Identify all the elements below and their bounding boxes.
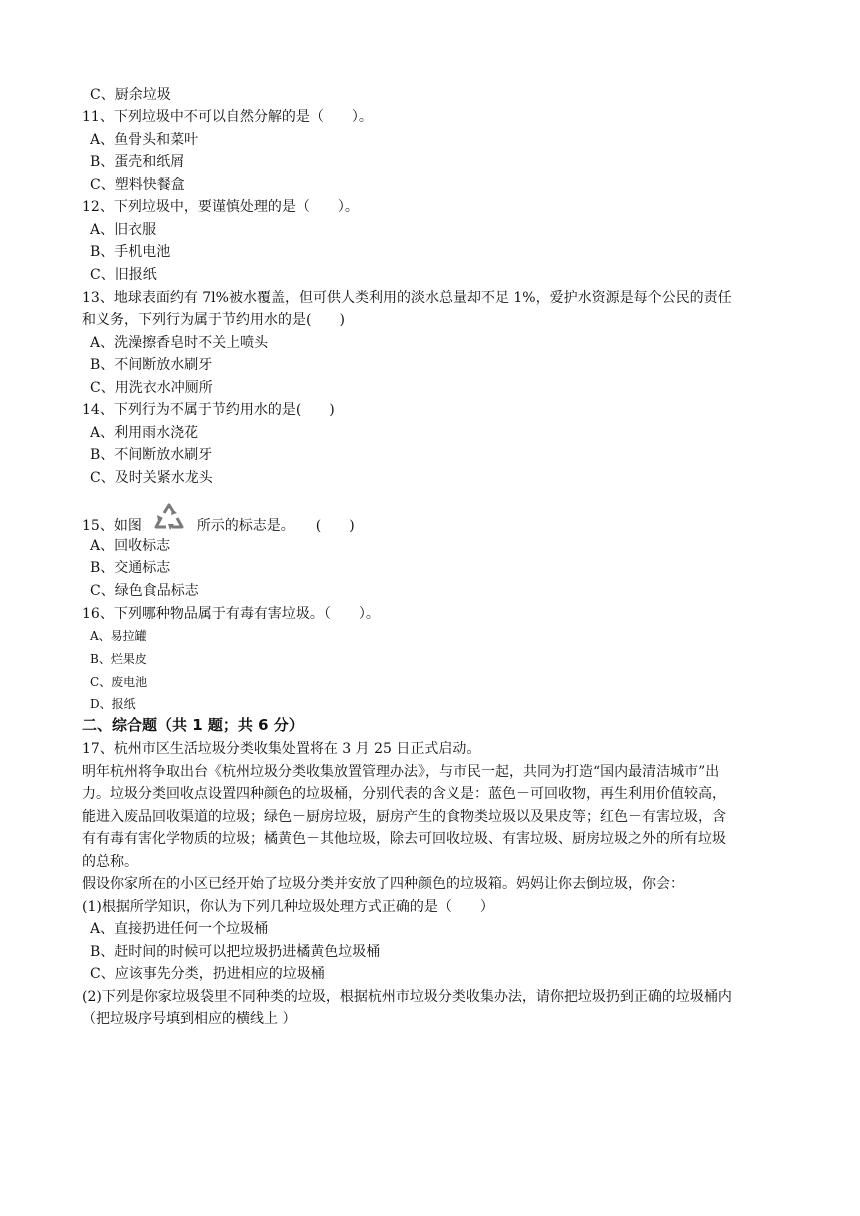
q15-stem-after: 所示的标志是。 ( )	[196, 518, 355, 534]
q17-sub1-option-a: A、直接扔进任何一个垃圾桶	[90, 921, 269, 937]
q16-option-d: D、报纸	[90, 697, 136, 711]
q17-line-5: 有有毒有害化学物质的垃圾；橘黄色－其他垃圾，除去可回收垃圾、有害垃圾、厨房垃圾之外的所有垃圾	[82, 831, 726, 847]
q12-option-c: C、旧报纸	[90, 267, 157, 283]
q15-option-c: C、绿色食品标志	[90, 583, 199, 599]
q11-option-a: A、鱼骨头和菜叶	[90, 132, 199, 148]
section-heading: 二、综合题（共 1 题；共 6 分）	[82, 716, 304, 734]
q17-sub1-option-b: B、赶时间的时候可以把垃圾扔进橘黄色垃圾桶	[90, 944, 381, 960]
q11-option-b: B、蛋壳和纸屑	[90, 154, 185, 170]
q13-option-b: B、不间断放水刷牙	[90, 357, 213, 373]
q16-option-c: C、废电池	[90, 675, 148, 689]
q14-stem: 14、下列行为不属于节约用水的是( )	[82, 402, 335, 418]
q17-sub2-line-1: (2)下列是你家垃圾袋里不同种类的垃圾，根据杭州市垃圾分类收集办法，请你把垃圾扔到正确的垃圾桶内	[82, 989, 732, 1005]
q12-stem: 12、下列垃圾中，要谨慎处理的是（ ）。	[82, 199, 359, 215]
q11-option-c: C、塑料快餐盒	[90, 177, 185, 193]
q17-line-3: 力。垃圾分类回收点设置四种颜色的垃圾桶，分别代表的含义是：蓝色－可回收物，再生利用价值较高，	[82, 786, 726, 802]
q17-line-7: 假设你家所在的小区已经开始了垃圾分类并安放了四种颜色的垃圾箱。妈妈让你去倒垃圾，你会：	[82, 876, 684, 892]
recycle-icon	[152, 501, 186, 535]
q16-option-b: B、烂果皮	[90, 652, 147, 666]
q17-sub1-stem: (1)根据所学知识，你认为下列几种垃圾处理方式正确的是（ ）	[82, 899, 494, 915]
q13-option-c: C、用洗衣水冲厕所	[90, 380, 213, 396]
q14-option-b: B、不间断放水刷牙	[90, 447, 213, 463]
q14-option-c: C、及时关紧水龙头	[90, 470, 213, 486]
q15-stem	[82, 509, 355, 534]
q15-stem-before: 15、如图	[82, 518, 142, 534]
q14-option-a: A、利用雨水浇花	[90, 425, 199, 441]
q12-option-b: B、手机电池	[90, 244, 171, 260]
q17-line-1: 17、杭州市区生活垃圾分类收集处置将在 3 月 25 日正式启动。	[82, 741, 481, 757]
q17-line-6: 的总称。	[82, 854, 138, 870]
q16-option-a: A、易拉罐	[90, 629, 147, 643]
q13-stem-line2: 和义务，下列行为属于节约用水的是( )	[82, 312, 345, 328]
q11-stem: 11、下列垃圾中不可以自然分解的是（ ）。	[82, 109, 373, 125]
q12-option-a: A、旧衣服	[90, 222, 157, 238]
q17-sub2-line-2: （把垃圾序号填到相应的横线上 ）	[82, 1011, 297, 1027]
q16-stem: 16、下列哪种物品属于有毒有害垃圾。（ ）。	[82, 606, 380, 622]
q17-sub1-option-c: C、应该事先分类，扔进相应的垃圾桶	[90, 966, 325, 982]
q15-option-b: B、交通标志	[90, 560, 171, 576]
q13-stem-line1: 13、地球表面约有 7l%被水覆盖，但可供人类利用的淡水总量却不足 1%，爱护水资源是每个公民的责任	[82, 290, 732, 306]
q17-line-4: 能进入废品回收渠道的垃圾；绿色－厨房垃圾，厨房产生的食物类垃圾以及果皮等；红色－有害垃圾，含	[82, 809, 726, 825]
q17-line-2: 明年杭州将争取出台《杭州垃圾分类收集放置管理办法》，与市民一起，共同为打造“国内最清洁城市”出	[82, 764, 720, 780]
q13-option-a: A、洗澡擦香皂时不关上喷头	[90, 335, 269, 351]
q15-option-a: A、回收标志	[90, 538, 171, 554]
q10-option-c: C、厨余垃圾	[90, 87, 171, 103]
